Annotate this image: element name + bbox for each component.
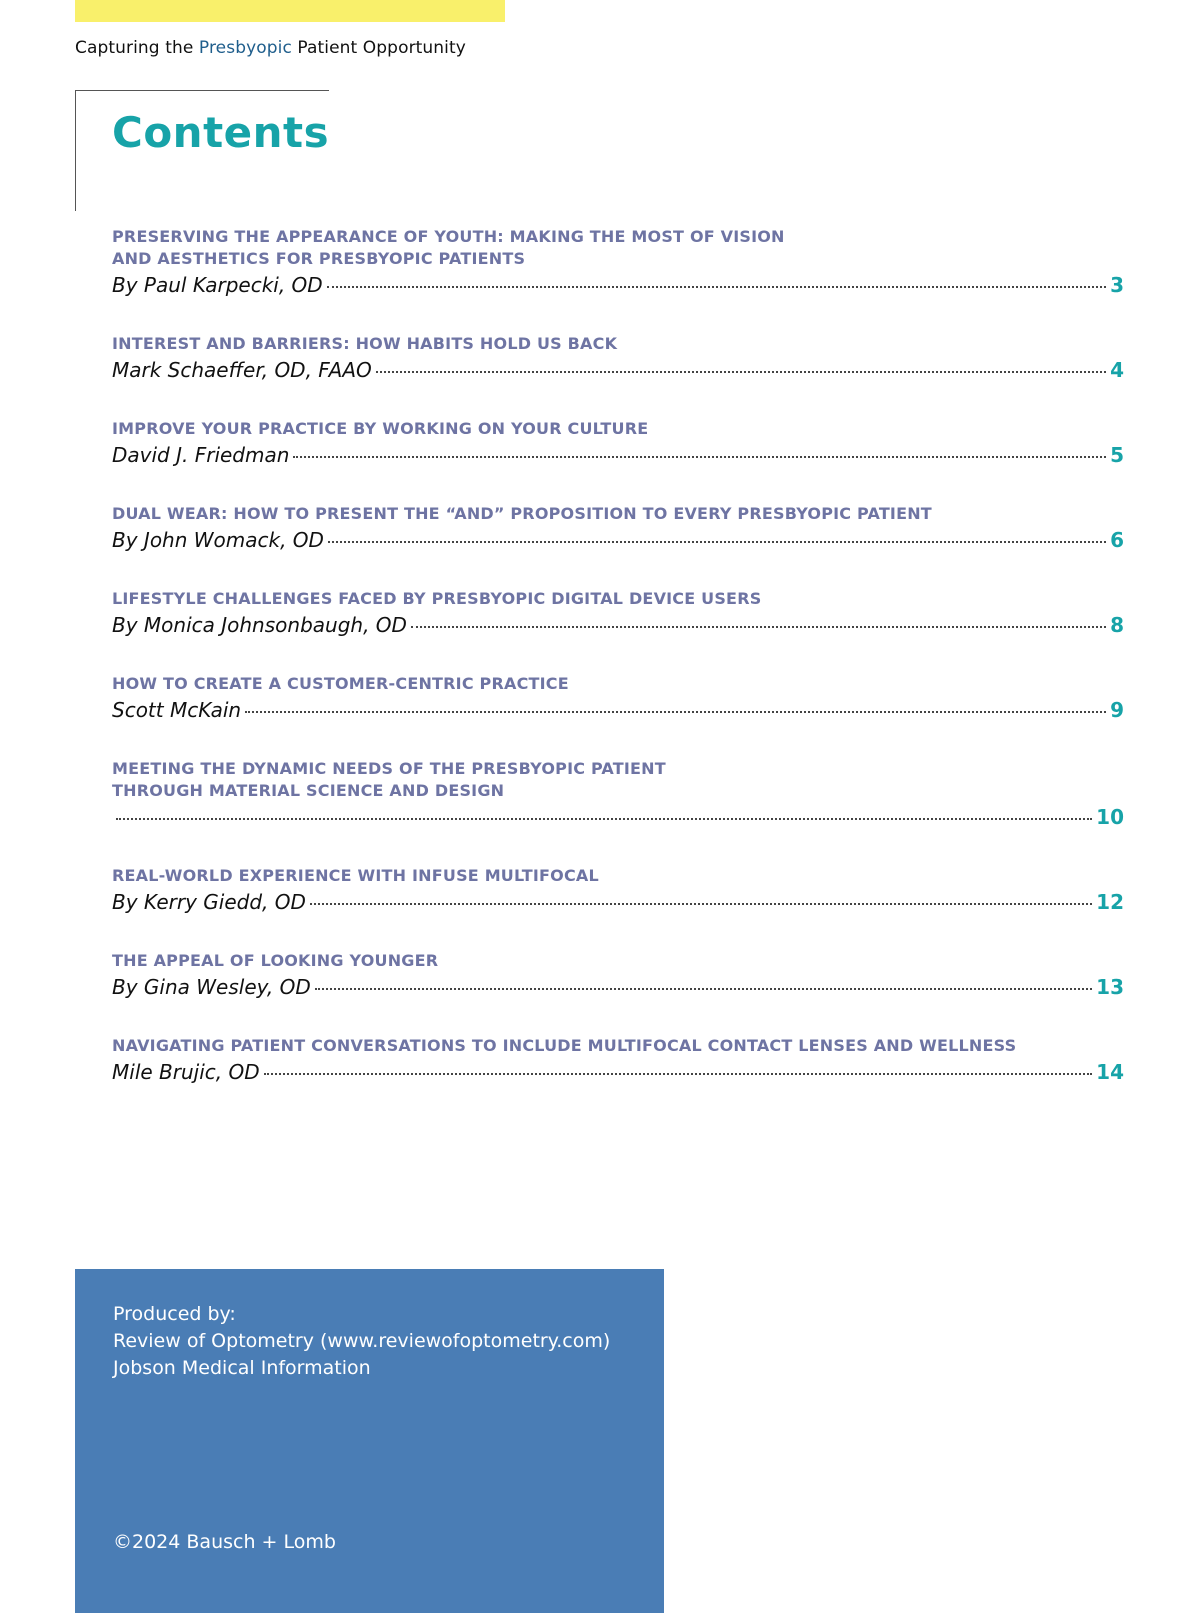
toc-entry-row — [112, 698, 1124, 722]
toc-entry-row — [112, 273, 1124, 297]
toc-entry-author: By Paul Karpecki, OD — [112, 273, 323, 297]
toc-entry-author: Mile Brujic, OD — [112, 1060, 260, 1084]
toc-entry-title — [112, 758, 1124, 802]
dot-leader — [245, 711, 1106, 713]
toc-entry-title-line: IMPROVE YOUR PRACTICE BY WORKING ON YOUR CULTURE — [112, 419, 649, 438]
toc-entry[interactable] — [112, 950, 1124, 999]
running-header-pre: Capturing the — [75, 38, 199, 58]
toc-entry[interactable] — [112, 588, 1124, 637]
dot-leader — [315, 988, 1092, 990]
toc-entry[interactable] — [112, 865, 1124, 914]
toc-entry-title-line: THROUGH MATERIAL SCIENCE AND DESIGN — [112, 781, 505, 800]
toc-entry[interactable] — [112, 1035, 1124, 1084]
toc-entry-page-number: 14 — [1096, 1060, 1124, 1084]
toc-entry-author: By Kerry Giedd, OD — [112, 890, 306, 914]
toc-entry-title — [112, 950, 1124, 972]
toc-entry-title — [112, 673, 1124, 695]
toc-entry-page-number: 8 — [1110, 613, 1124, 637]
toc-entry-title-line: INTEREST AND BARRIERS: HOW HABITS HOLD US BACK — [112, 334, 618, 353]
toc-entry[interactable] — [112, 503, 1124, 552]
toc-entry-row — [112, 358, 1124, 382]
toc-entry-author: By John Womack, OD — [112, 528, 324, 552]
toc-entry[interactable] — [112, 226, 1124, 297]
toc-entry-author: Scott McKain — [112, 698, 242, 722]
page-title: Contents — [112, 108, 330, 157]
toc-entry-title — [112, 418, 1124, 440]
toc-entry-title-line: REAL-WORLD EXPERIENCE WITH INFUSE MULTIFOCAL — [112, 866, 599, 885]
running-header — [75, 38, 466, 58]
dot-leader — [376, 371, 1106, 373]
dot-leader — [264, 1073, 1093, 1075]
dot-leader — [328, 541, 1106, 543]
toc-entry-author: David J. Friedman — [112, 443, 290, 467]
toc-entry-title — [112, 865, 1124, 887]
producer-lines — [113, 1301, 610, 1382]
toc-entry-title-line: PRESERVING THE APPEARANCE OF YOUTH: MAKING THE MOST OF VISION — [112, 227, 785, 246]
toc-entry-row — [112, 528, 1124, 552]
producer-line: Jobson Medical Information — [113, 1357, 371, 1379]
toc-entry-author: By Monica Johnsonbaugh, OD — [112, 613, 407, 637]
dot-leader — [293, 456, 1106, 458]
dot-leader — [411, 626, 1106, 628]
toc-entry-row — [112, 975, 1124, 999]
producer-box — [75, 1269, 664, 1613]
toc-entry-row — [112, 805, 1124, 829]
dot-leader — [327, 286, 1106, 288]
toc-entry-title — [112, 588, 1124, 610]
toc-entry-page-number: 3 — [1110, 273, 1124, 297]
toc-entry-row — [112, 890, 1124, 914]
producer-line: Produced by: — [113, 1303, 236, 1325]
toc-entry-row — [112, 443, 1124, 467]
running-header-post: Patient Opportunity — [291, 38, 466, 58]
header-accent-bar — [75, 0, 505, 22]
toc-entry[interactable] — [112, 673, 1124, 722]
toc-entry-author: By Gina Wesley, OD — [112, 975, 311, 999]
toc-entry-author: Mark Schaeffer, OD, FAAO — [112, 358, 372, 382]
toc-entry-title-line: AND AESTHETICS FOR PRESBYOPIC PATIENTS — [112, 249, 526, 268]
dot-leader — [310, 903, 1092, 905]
toc-entry[interactable] — [112, 758, 1124, 829]
toc-entry-page-number: 5 — [1110, 443, 1124, 467]
toc-entry-title — [112, 1035, 1124, 1057]
toc-entry-title-line: MEETING THE DYNAMIC NEEDS OF THE PRESBYOPIC PATIENT — [112, 759, 666, 778]
toc-entry-title-line: DUAL WEAR: HOW TO PRESENT THE “AND” PROPOSITION TO EVERY PRESBYOPIC PATIENT — [112, 504, 932, 523]
toc-entry-row — [112, 613, 1124, 637]
copyright: ©2024 Bausch + Lomb — [113, 1531, 336, 1553]
table-of-contents — [112, 226, 1124, 1120]
toc-entry-title-line: LIFESTYLE CHALLENGES FACED BY PRESBYOPIC DIGITAL DEVICE USERS — [112, 589, 762, 608]
toc-entry-page-number: 13 — [1096, 975, 1124, 999]
toc-entry-page-number: 12 — [1096, 890, 1124, 914]
toc-entry-page-number: 6 — [1110, 528, 1124, 552]
toc-entry-title — [112, 333, 1124, 355]
producer-line: Review of Optometry (www.reviewofoptometry.com) — [113, 1330, 611, 1352]
toc-entry-title-line: THE APPEAL OF LOOKING YOUNGER — [112, 951, 439, 970]
dot-leader — [116, 818, 1092, 820]
toc-entry-page-number: 4 — [1110, 358, 1124, 382]
toc-entry[interactable] — [112, 333, 1124, 382]
toc-entry-row — [112, 1060, 1124, 1084]
toc-entry[interactable] — [112, 418, 1124, 467]
toc-entry-title-line: HOW TO CREATE A CUSTOMER-CENTRIC PRACTICE — [112, 674, 569, 693]
running-header-accent: Presbyopic — [198, 38, 292, 58]
toc-entry-page-number: 10 — [1096, 805, 1124, 829]
toc-entry-title — [112, 503, 1124, 525]
toc-entry-title-line: NAVIGATING PATIENT CONVERSATIONS TO INCLUDE MULTIFOCAL CONTACT LENSES AND WELLNESS — [112, 1036, 1017, 1055]
toc-entry-page-number: 9 — [1110, 698, 1124, 722]
toc-entry-title — [112, 226, 1124, 270]
